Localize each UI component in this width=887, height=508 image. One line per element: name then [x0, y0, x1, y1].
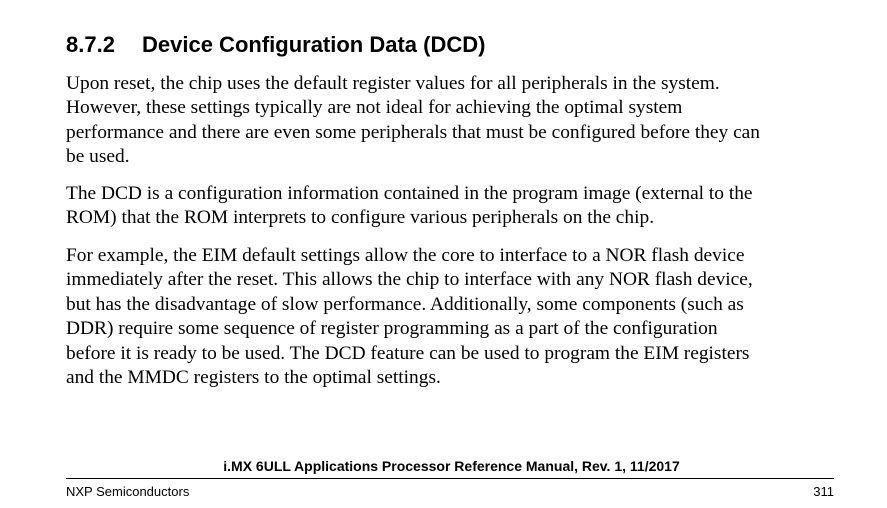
paragraph-eim-example — [66, 244, 846, 390]
text-line: The DCD is a configuration information contained in the program image (external to the — [66, 183, 753, 204]
text-line: ROM) that the ROM interprets to configure various peripherals on the chip. — [66, 207, 655, 229]
text-line: For example, the EIM default settings allow the core to interface to a NOR flash device — [66, 245, 745, 266]
text-line: Upon reset, the chip uses the default register values for all peripherals in the system. — [66, 73, 720, 94]
paragraph-reset-defaults — [66, 72, 846, 170]
text-line: immediately after the reset. This allows the chip to interface with any NOR flash device, — [66, 269, 753, 291]
section-number: 8.7.2 — [66, 32, 115, 57]
footer-divider — [66, 478, 834, 479]
text-line: before it is ready to be used. The DCD feature can be used to program the EIM registers — [66, 342, 750, 364]
text-line: However, these settings typically are not ideal for achieving the optimal system — [66, 97, 683, 119]
footer-document-title: i.MX 6ULL Applications Processor Reference Manual, Rev. 1, 11/2017 — [223, 458, 680, 474]
section-heading — [66, 30, 485, 60]
text-line: performance and there are even some peripherals that must be configured before they can — [66, 121, 760, 143]
footer-company: NXP Semiconductors — [66, 484, 190, 499]
paragraph-dcd-definition — [66, 182, 846, 231]
text-line: and the MMDC registers to the optimal settings. — [66, 367, 441, 389]
text-line: DDR) require some sequence of register programming as a part of the configuration — [66, 318, 718, 340]
text-line: be used. — [66, 146, 130, 168]
footer-page-number: 311 — [813, 484, 834, 499]
section-title: Device Configuration Data (DCD) — [142, 32, 486, 57]
text-line: but has the disadvantage of slow performance. Additionally, some components (such as — [66, 293, 744, 315]
